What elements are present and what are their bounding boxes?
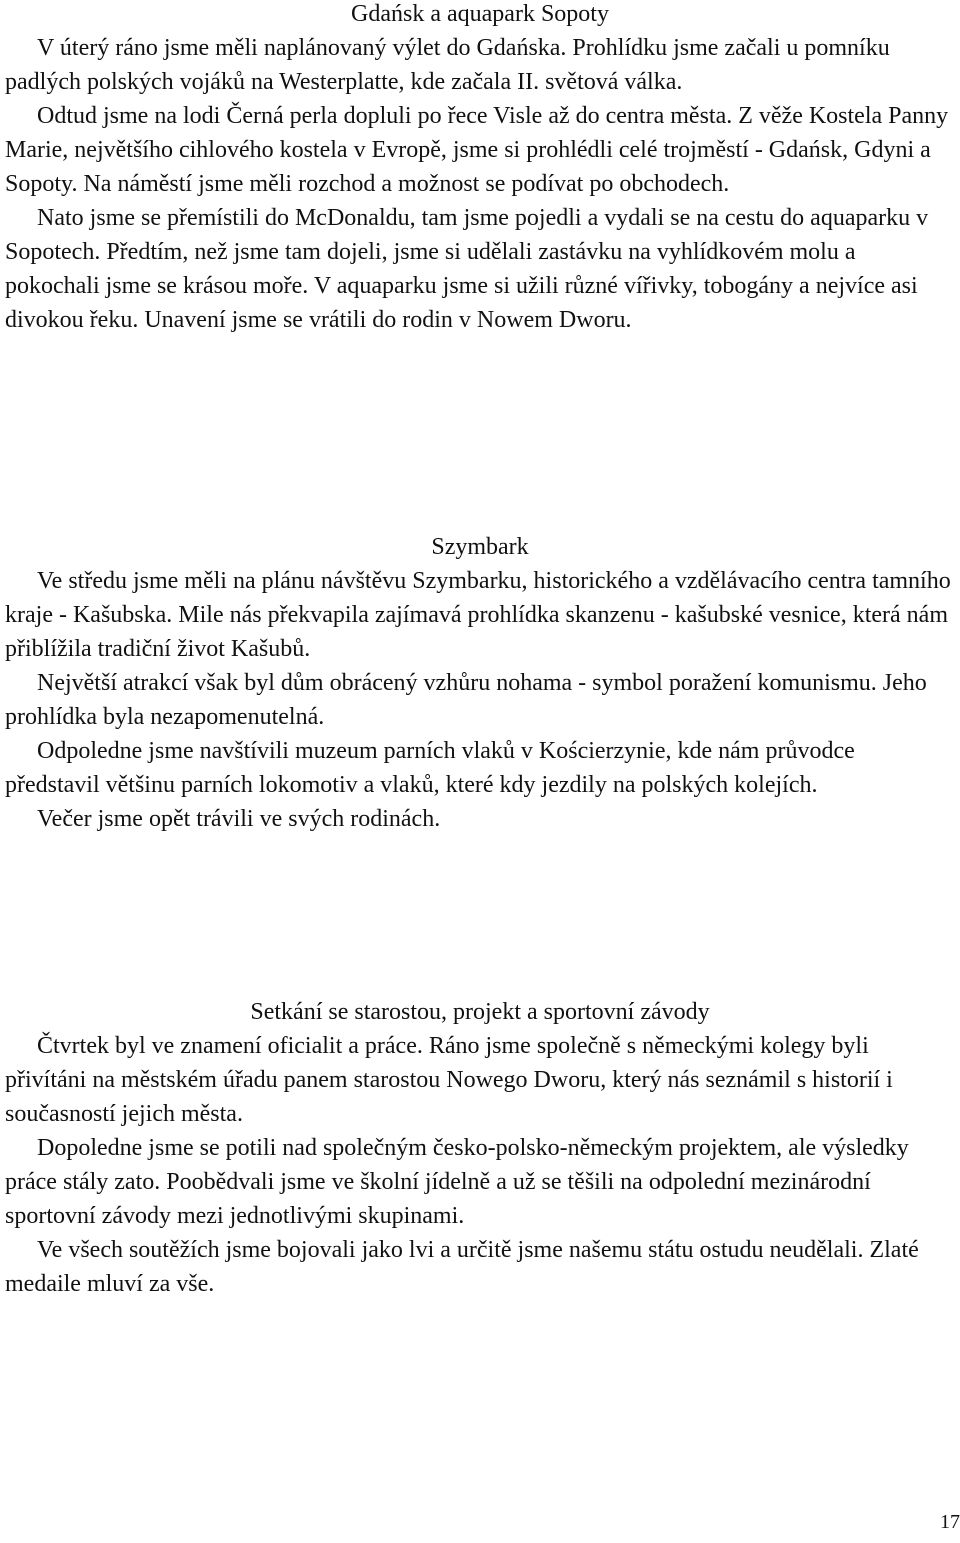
paragraph: Nato jsme se přemístili do McDonaldu, tam jsme pojedli a vydali se na cestu do aquaparku v Sopotech. Předtím, než jsme tam dojeli, jsme si udělali zastávku na vyhlídkovém molu a pokochali jsme se krásou moře. V aquaparku jsme si užili různé vířivky, tobogány a nejvíce asi divokou řeku. Unavení jsme se vrátili do rodin v Nowem Dworu. — [5, 205, 929, 333]
section-title: Szymbark — [431, 534, 529, 560]
paragraph: Odtud jsme na lodi Černá perla dopluli po řece Visle až do centra města. Z věže Kostela Panny Marie, největšího cihlového kostela v Evropě, jsme si prohlédli celé trojměstí - Gdańsk, Gdyni a Sopoty. Na náměstí jsme měli rozchod a možnost se podívat po obchodech. — [5, 103, 949, 197]
paragraph: Večer jsme opět trávili ve svých rodinách. — [37, 806, 441, 832]
paragraph: Čtvrtek byl ve znamení oficialit a práce. Ráno jsme společně s německými kolegy byli přivítáni na městském úřadu panem starostou Nowego Dworu, který nás seznámil s historií i současností jejich města. — [5, 1033, 893, 1127]
section-title: Setkání se starostou, projekt a sportovní závody — [250, 999, 710, 1025]
paragraph: Největší atrakcí však byl dům obrácený vzhůru nohama - symbol poražení komunismu. Jeho prohlídka byla nezapomenutelná. — [5, 670, 927, 730]
section-szymbark — [5, 530, 955, 836]
paragraph: Ve všech soutěžích jsme bojovali jako lvi a určitě jsme našemu státu ostudu neudělali. Zlaté medaile mluví za vše. — [5, 1237, 919, 1297]
page-number: 17 — [940, 1511, 960, 1533]
section-setkani — [5, 995, 955, 1301]
paragraph: Dopoledne jsme se potili nad společným česko-polsko-německým projektem, ale výsledky práce stály zato. Poobědvali jsme ve školní jídelně a už se těšili na odpolední mezinárodní sportovní závody mezi jednotlivými skupinami. — [5, 1135, 909, 1229]
section-gdansk — [5, 0, 955, 337]
paragraph: Ve středu jsme měli na plánu návštěvu Szymbarku, historického a vzdělávacího centra tamního kraje - Kašubska. Mile nás překvapila zajímavá prohlídka skanzenu - kašubské vesnice, která nám přiblížila tradiční život Kašubů. — [5, 568, 951, 662]
section-title: Gdańsk a aquapark Sopoty — [351, 1, 609, 27]
paragraph: Odpoledne jsme navštívili muzeum parních vlaků v Kościerzynie, kde nám průvodce představil většinu parních lokomotiv a vlaků, které kdy jezdily na polských kolejích. — [5, 738, 855, 798]
paragraph: V úterý ráno jsme měli naplánovaný výlet do Gdańska. Prohlídku jsme začali u pomníku padlých polských vojáků na Westerplatte, kde začala II. světová válka. — [5, 35, 890, 95]
